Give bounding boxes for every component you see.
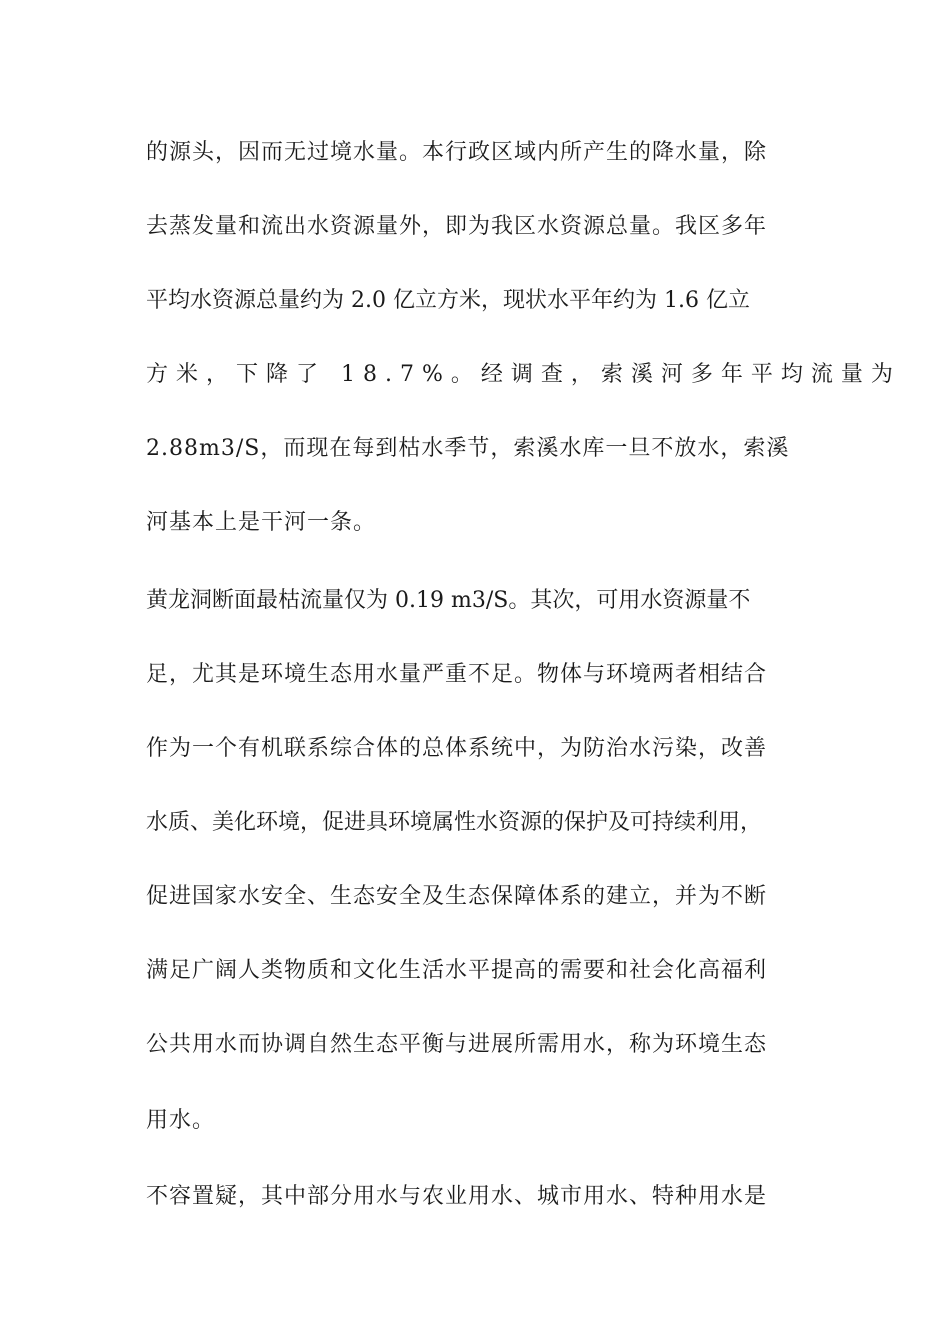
text-line: 2.88m3/S，而现在每到枯水季节，索溪水库一旦不放水，索溪 (146, 436, 790, 461)
text-line: 的源头，因而无过境水量。本行政区域内所产生的降水量，除 (146, 140, 768, 165)
text-line: 河基本上是干河一条。 (146, 510, 377, 535)
text-line: 用水。 (146, 1108, 216, 1133)
text-line: 去蒸发量和流出水资源量外，即为我区水资源总量。我区多年 (146, 214, 768, 239)
text-line: 不容置疑，其中部分用水与农业用水、城市用水、特种用水是 (146, 1184, 768, 1209)
text-line: 足，尤其是环境生态用水量严重不足。物体与环境两者相结合 (146, 662, 768, 687)
text-line: 促进国家水安全、生态安全及生态保障体系的建立，并为不断 (146, 884, 768, 909)
text-line: 公共用水而协调自然生态平衡与进展所需用水，称为环境生态 (146, 1032, 768, 1057)
text-line: 水质、美化环境，促进具环境属性水资源的保护及可持续利用， (146, 810, 763, 835)
text-line: 平均水资源总量约为 2.0 亿立方米，现状水平年约为 1.6 亿立 (146, 288, 750, 313)
text-line: 作为一个有机联系综合体的总体系统中，为防治水污染，改善 (146, 736, 768, 761)
text-line: 满足广阔人类物质和文化生活水平提高的需要和社会化高福利 (146, 958, 768, 983)
text-line: 方米，下降了 18.7%。经调查，索溪河多年平均流量为 (146, 362, 901, 387)
text-line: 黄龙洞断面最枯流量仅为 0.19 m3/S。其次，可用水资源量不 (146, 588, 751, 613)
